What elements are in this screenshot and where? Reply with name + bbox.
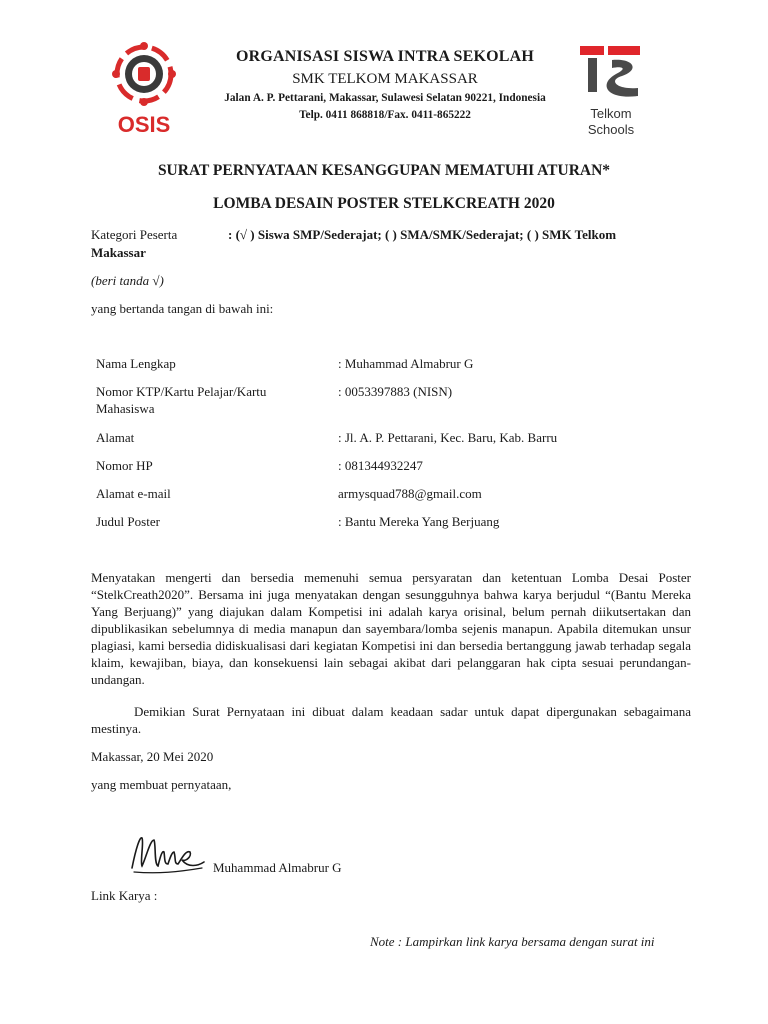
category-label: Kategori Peserta [91,227,178,242]
detail-label-address: Alamat [96,430,135,445]
maker-label: yang membuat pernyataan, [91,777,232,792]
detail-label-name: Nama Lengkap [96,356,176,371]
handwritten-signature-icon [128,828,208,878]
intro-text: yang bertanda tangan di bawah ini: [91,301,274,316]
detail-value-id-card: : 0053397883 (NISN) [338,384,453,399]
link-label: Link Karya : [91,888,158,903]
osis-logo [104,40,184,136]
place-date: Makassar, 20 Mei 2020 [91,749,214,764]
telkom-logo-line2: Schools [587,122,635,137]
statement-paragraph: Menyatakan mengerti dan bersedia memenuhi semua persyaratan dan ketentuan Lomba Desai Poster “StelkCreath2020”. Bersama ini juga menyatakan dengan sesungguhnya bahwa karya berjudul “(Bantu Mereka Yang Berjuang)” yang diajukan dalam Kompetisi ini adalah karya orisinal, belum pernah diikutsertakan dan dipublikasikan sebelumnya di media manapun dan sayembara/lomba sejenis manapun. Apabila ditemukan unsur plagiasi, kami bersedia didiskualisasi dari kegiatan Kompetisi ini dan bersedia bertanggung jawab terhadap segala klaim, kewajiban, biaya, dan konsekuensi lain sebagai akibat dari pelanggaran hak cipta sesuai perundangan-undangan. [91,570,691,687]
detail-label-id-card: Nomor KTP/Kartu Pelajar/Kartu Mahasiswa [96,384,267,416]
school-address: Jalan A. P. Pettarani, Makassar, Sulawesi Selatan 90221, Indonesia [224,92,546,104]
category-hint: (beri tanda √) [91,273,164,288]
school-telephone: Telp. 0411 868818/Fax. 0411-865222 [299,109,471,121]
detail-value-phone: : 081344932247 [338,458,423,473]
footer-note: Note : Lampirkan link karya bersama dengan surat ini [370,934,655,949]
signer-name: Muhammad Almabrur G [213,860,342,875]
document-title-line2: LOMBA DESAIN POSTER STELKCREATH 2020 [213,195,555,212]
document-title-line1: SURAT PERNYATAAN KESANGGUPAN MEMATUHI ATURAN* [157,162,611,179]
detail-label-email: Alamat e-mail [96,486,171,501]
telkom-schools-logo [578,44,644,138]
detail-value-email: armysquad788@gmail.com [338,486,482,501]
telkom-logo-line1: Telkom [590,106,632,121]
detail-label-phone: Nomor HP [96,458,153,473]
osis-emblem-icon [112,42,176,106]
telkom-ts-icon [580,46,640,97]
osis-logo-text: OSIS [117,112,171,136]
detail-label-poster-title: Judul Poster [96,514,160,529]
category-options-continued: Makassar [91,245,146,260]
organization-name: ORGANISASI SISWA INTRA SEKOLAH [235,48,535,65]
category-options: : (√ ) Siswa SMP/Sederajat; ( ) SMA/SMK/Sederajat; ( ) SMK Telkom [228,227,617,242]
closing-paragraph: Demikian Surat Pernyataan ini dibuat dalam keadaan sadar untuk dapat dipergunakan sebagaimana mestinya. [91,704,691,736]
detail-value-name: : Muhammad Almabrur G [338,356,474,371]
detail-value-poster-title: : Bantu Mereka Yang Berjuang [338,514,500,529]
school-name: SMK TELKOM MAKASSAR [292,71,478,87]
detail-value-address: : Jl. A. P. Pettarani, Kec. Baru, Kab. Barru [338,430,558,445]
